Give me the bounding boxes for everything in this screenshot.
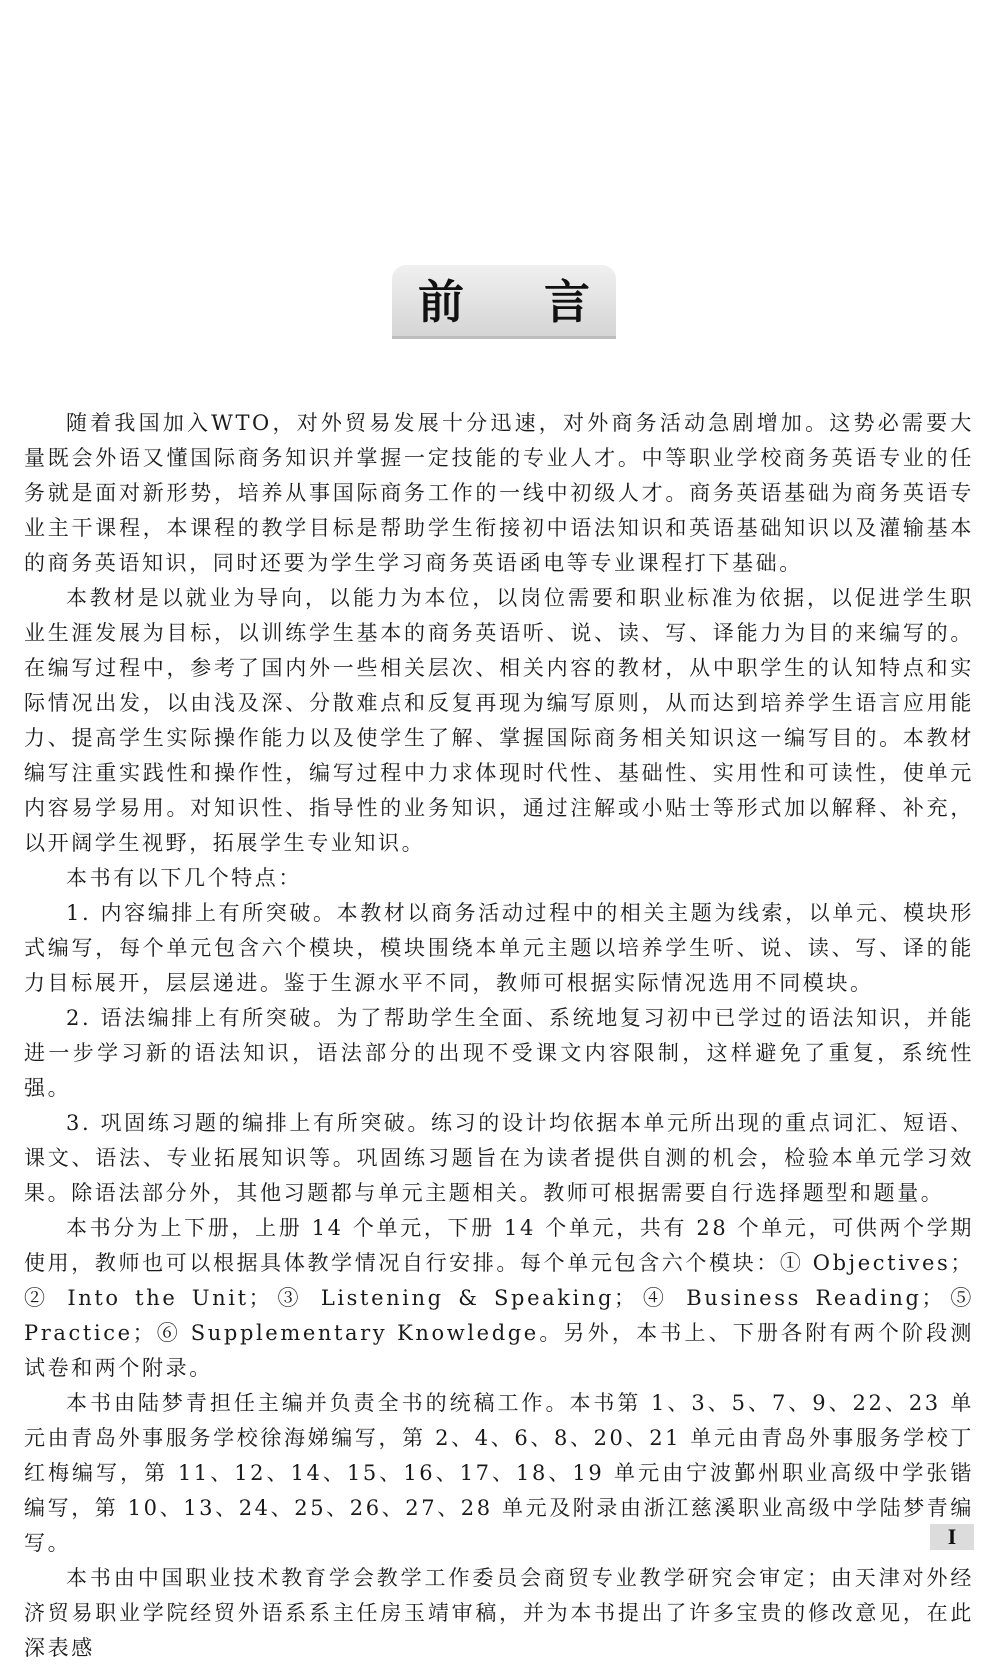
paragraph-approach: 本教材是以就业为导向，以能力为本位，以岗位需要和职业标准为依据，以促进学生职业生涯发展为目标，以训练学生基本的商务英语听、说、读、写、译能力为目的来编写的。在编写过程中，参考了国内外一些相关层次、相关内容的教材，从中职学生的认知特点和实际情况出发，以由浅及深、分散难点和反复再现为编写原则，从而达到培养学生语言应用能力、提高学生实际操作能力以及使学生了解、掌握国际商务相关知识这一编写目的。本教材编写注重实践性和操作性，编写过程中力求体现时代性、基础性、实用性和可读性，使单元内容易学易用。对知识性、指导性的业务知识，通过注解或小贴士等形式加以解释、补充，以开阔学生视野，拓展学生专业知识。 <box>24 586 974 855</box>
title-char-2: 言 <box>544 275 590 329</box>
page-title <box>392 265 616 339</box>
title-char-1: 前 <box>418 275 464 329</box>
paragraph-features-heading: 本书有以下几个特点： <box>66 866 302 890</box>
paragraph-review: 本书由中国职业技术教育学会教学工作委员会商贸专业教学研究会审定；由天津对外经济贸易职业学院经贸外语系系主任房玉靖审稿，并为本书提出了许多宝贵的修改意见，在此深表感 <box>24 1566 974 1660</box>
paragraph-structure: 本书分为上下册，上册 14 个单元，下册 14 个单元，共有 28 个单元，可供两个学期使用，教师也可以根据具体教学情况自行安排。每个单元包含六个模块：① Objectives；② Into the Unit；③ Listening & Speaking；④ Business Reading；⑤ Practice；⑥ Supplementary Knowledge。另外，本书上、下册各附有两个阶段测试卷和两个附录。 <box>24 1216 974 1380</box>
page-number: I <box>930 1524 974 1550</box>
preface-body <box>24 406 974 1666</box>
paragraph-feature-3: 3. 巩固练习题的编排上有所突破。练习的设计均依据本单元所出现的重点词汇、短语、课文、语法、专业拓展知识等。巩固练习题旨在为读者提供自测的机会，检验本单元学习效果。除语法部分外，其他习题都与单元主题相关。教师可根据需要自行选择题型和题量。 <box>24 1111 974 1205</box>
paragraph-authors: 本书由陆梦青担任主编并负责全书的统稿工作。本书第 1、3、5、7、9、22、23 单元由青岛外事服务学校徐海娣编写，第 2、4、6、8、20、21 单元由青岛外事服务学校丁红梅编写，第 11、12、14、15、16、17、18、19 单元由宁波鄞州职业高级中学张锴编写，第 10、13、24、25、26、27、28 单元及附录由浙江慈溪职业高级中学陆梦青编写。 <box>24 1391 974 1555</box>
paragraph-feature-1: 1. 内容编排上有所突破。本教材以商务活动过程中的相关主题为线索，以单元、模块形式编写，每个单元包含六个模块，模块围绕本单元主题以培养学生听、说、读、写、译的能力目标展开，层层递进。鉴于生源水平不同，教师可根据实际情况选用不同模块。 <box>24 901 974 995</box>
paragraph-feature-2: 2. 语法编排上有所突破。为了帮助学生全面、系统地复习初中已学过的语法知识，并能进一步学习新的语法知识，语法部分的出现不受课文内容限制，这样避免了重复，系统性强。 <box>24 1006 974 1100</box>
paragraph-intro: 随着我国加入WTO，对外贸易发展十分迅速，对外商务活动急剧增加。这势必需要大量既会外语又懂国际商务知识并掌握一定技能的专业人才。中等职业学校商务英语专业的任务就是面对新形势，培养从事国际商务工作的一线中初级人才。商务英语基础为商务英语专业主干课程，本课程的教学目标是帮助学生衔接初中语法知识和英语基础知识以及灌输基本的商务英语知识，同时还要为学生学习商务英语函电等专业课程打下基础。 <box>24 411 974 575</box>
